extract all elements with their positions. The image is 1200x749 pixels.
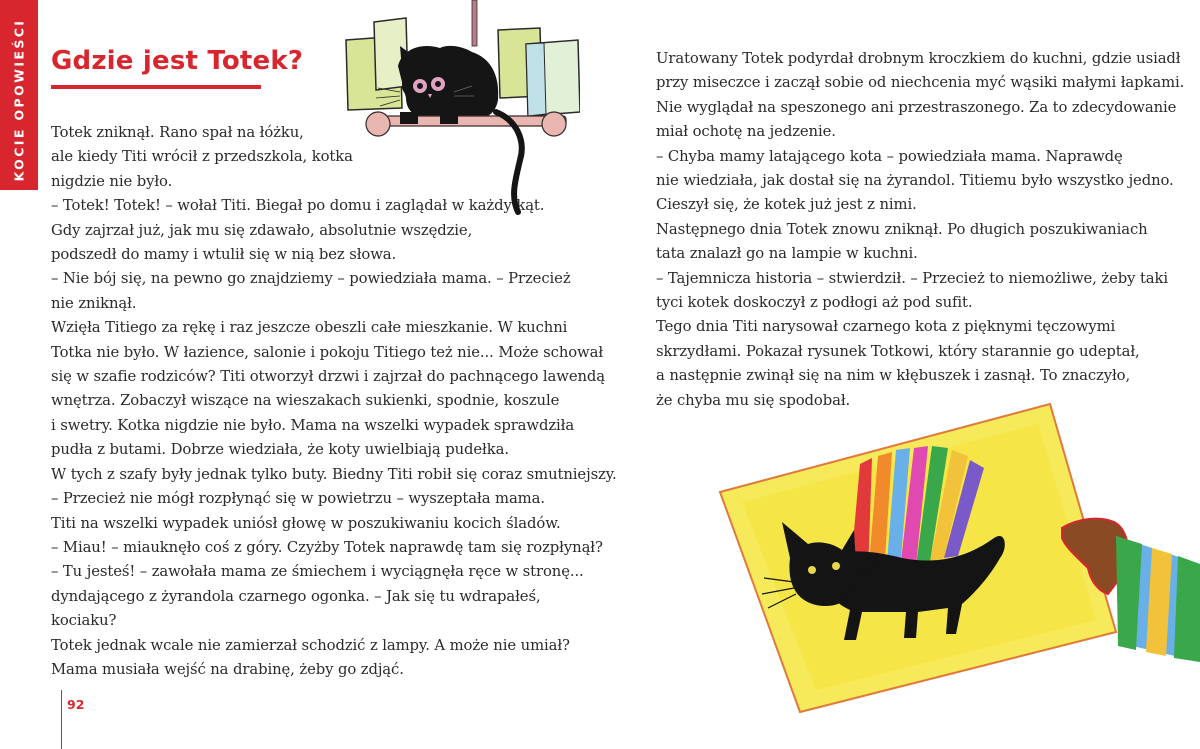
- text-line: tata znalazł go na lampie w kuchni.: [656, 245, 918, 263]
- story-title: Gdzie jest Totek?: [51, 46, 304, 76]
- text-line: Totka nie było. W łazience, salonie i pokoju Titiego też nie... Może schował: [51, 343, 604, 361]
- text-line: Wzięła Titiego za rękę i raz jeszcze obeszli całe mieszkanie. W kuchni: [51, 319, 568, 337]
- section-tab-label: KOCIE OPOWIEŚCI: [11, 18, 27, 182]
- text-line: Nie wyglądał na speszonego ani przestraszonego. Za to zdecydowanie: [656, 98, 1177, 116]
- text-line: – Przecież nie mógł rozpłynąć się w powietrzu – wyszeptała mama.: [51, 490, 545, 508]
- text-line: – Chyba mamy latającego kota – powiedziała mama. Naprawdę: [656, 147, 1123, 165]
- text-line: Mama musiała wejść na drabinę, żeby go zdjąć.: [51, 660, 404, 678]
- text-line: ale kiedy Titi wrócił z przedszkola, kotka: [51, 148, 353, 166]
- section-side-tab: [0, 0, 38, 190]
- text-line: pudła z butami. Dobrze wiedziała, że koty uwielbiają pudełka.: [51, 441, 509, 459]
- text-line: – Tajemnicza historia – stwierdził. – Przecież to niemożliwe, żeby taki: [656, 269, 1169, 287]
- text-line: Totek jednak wcale nie zamierzał schodzić z lampy. A może nie umiał?: [51, 636, 570, 654]
- text-line: Cieszył się, że kotek już jest z nimi.: [656, 196, 917, 214]
- text-line: nigdzie nie było.: [51, 172, 173, 190]
- text-line: kociaku?: [51, 612, 117, 630]
- text-line: – Tu jesteś! – zawołała mama ze śmiechem i wyciągnęła ręce w stronę...: [51, 563, 584, 581]
- text-line: nie zniknął.: [51, 294, 137, 312]
- text-line: i swetry. Kotka nigdzie nie było. Mama na wszelki wypadek sprawdziła: [51, 416, 575, 434]
- text-line: a następnie zwinął się na nim w kłębuszek i zasnął. To znaczyło,: [656, 367, 1131, 385]
- text-line: Uratowany Totek podyrdał drobnym kroczkiem do kuchni, gdzie usiadł: [656, 50, 1181, 67]
- cat-on-chandelier-illustration: [340, 0, 580, 220]
- text-line: – Miau! – miauknęło coś z góry. Czyżby Totek naprawdę tam się rozpłynął?: [51, 538, 603, 556]
- text-line: dyndającego z żyrandola czarnego ogonka. – Jak się tu wdrapałeś,: [51, 587, 541, 605]
- text-line: się w szafie rodziców? Titi otworzył drzwi i zajrzał do pachnącego lawendą: [51, 368, 606, 386]
- text-line: Gdy zajrzał już, jak mu się zdawało, absolutnie wszędzie,: [51, 221, 473, 239]
- text-line: – Nie bój się, na pewno go znajdziemy – powiedziała mama. – Przecież: [51, 270, 571, 288]
- text-line: Tego dnia Titi narysował czarnego kota z pięknymi tęczowymi: [656, 318, 1116, 336]
- text-line: W tych z szafy były jednak tylko buty. Biedny Titi robił się coraz smutniejszy.: [51, 465, 617, 483]
- text-line: przy miseczce i zaczął sobie od niechcenia myć wąsiki małymi łapkami.: [656, 74, 1185, 92]
- text-line: Titi na wszelki wypadek uniósł głowę w poszukiwaniu kocich śladów.: [51, 514, 561, 532]
- text-line: – Totek! Totek! – wołał Titi. Biegał po domu i zaglądał w każdy kąt.: [51, 197, 545, 215]
- text-line: skrzydłami. Pokazał rysunek Totkowi, który starannie go udeptał,: [656, 342, 1140, 360]
- text-line: miał ochotę na jedzenie.: [656, 123, 836, 141]
- text-line: tyci kotek doskoczył z podłogi aż pod sufit.: [656, 294, 973, 312]
- text-line: Totek zniknął. Rano spał na łóżku,: [51, 124, 304, 141]
- page-number-rule: [61, 690, 62, 749]
- page-number: 92: [67, 697, 85, 712]
- text-line: wnętrza. Zobaczył wiszące na wieszakach sukienki, spodnie, koszule: [51, 392, 560, 410]
- right-column-text: [656, 47, 1184, 413]
- title-underline: [51, 85, 261, 89]
- text-line: nie wiedziała, jak dostał się na żyrandol. Titiemu było wszystko jedno.: [656, 172, 1174, 190]
- text-line: Następnego dnia Totek znowu zniknął. Po długich poszukiwaniach: [656, 220, 1148, 238]
- text-line: że chyba mu się spodobał.: [656, 391, 851, 409]
- text-line: podszedł do mamy i wtulił się w nią bez słowa.: [51, 246, 397, 264]
- rainbow-winged-cat-drawing-illustration: [712, 398, 1200, 718]
